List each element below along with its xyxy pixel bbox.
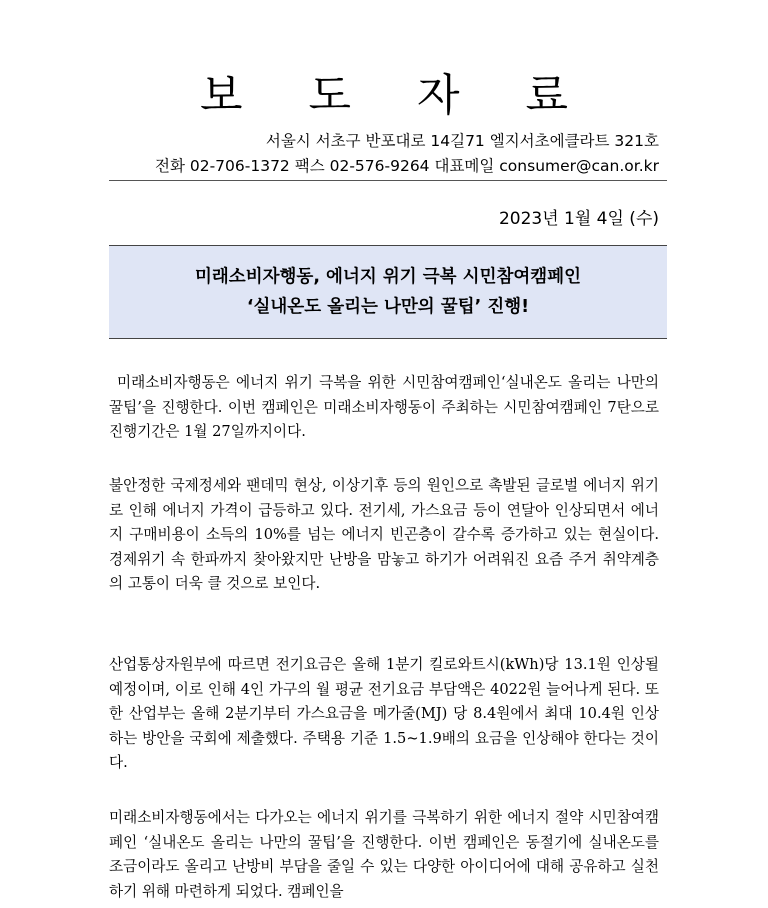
page-title: 보 도 자 료 (200, 70, 594, 121)
header-divider (109, 180, 667, 181)
headline-line-2: ‘실내온도 올리는 나만의 꿀팁’ 진행! (246, 297, 530, 317)
body-paragraph-2: 불안정한 국제정세와 팬데믹 현상, 이상기후 등의 원인으로 촉발된 글로벌 에너지 위기로 인해 에너지 가격이 급등하고 있다. 전기세, 가스요금 등이 연달아 인상되면서 에너지 구매비용이 소득의 10%를 넘는 에너지 빈곤층이 갈수록 증가하고 있는 현실이다. 경제위기 속 한파까지 찾아왔지만 난방을 맘놓고 하기가 어려워진 요즘 주거 취약계층의 고통이 더욱 클 것으로 보인다. (109, 477, 659, 592)
body-paragraph-3: 산업통상자원부에 따르면 전기요금은 올해 1분기 킬로와트시(kWh)당 13.1원 인상될 예정이며, 이로 인해 4인 가구의 월 평균 전기요금 부담액은 4022원 늘어나게 된다. 또한 산업부는 올해 2분기부터 가스요금을 메가줄(MJ) 당 8.4원에서 최대 10.4원 인상하는 방안을 국회에 제출했다. 주택용 기준 1.5~1.9배의 요금을 인상해야 한다는 것이다. (109, 656, 659, 771)
release-date: 2023년 1월 4일 (수) (498, 209, 659, 229)
headline-box (109, 245, 667, 339)
body-paragraph-1: 미래소비자행동은 에너지 위기 극복을 위한 시민참여캠페인‘실내온도 올리는 나만의 꿀팁’을 진행한다. 이번 캠페인은 미래소비자행동이 주최하는 시민참여캠페인 7탄으로 진행기간은 1월 27일까지이다. (109, 374, 659, 440)
body-paragraph-4: 미래소비자행동에서는 다가오는 에너지 위기를 극복하기 위한 에너지 절약 시민참여캠페인 ‘실내온도 올리는 나만의 꿀팁’을 진행한다. 이번 캠페인은 동절기에 실내온도를 조금이라도 올리고 난방비 부담을 줄일 수 있는 다양한 아이디어에 대해 공유하고 실천하기 위해 마련하게 되었다. 캠페인을 (109, 809, 659, 900)
organization-address: 서울시 서초구 반포대로 14길71 엘지서초에클라트 321호 (265, 132, 659, 150)
headline-line-1: 미래소비자행동, 에너지 위기 극복 시민참여캠페인 (194, 267, 582, 287)
organization-contact: 전화 02-706-1372 팩스 02-576-9264 대표메일 consumer@can.or.kr (154, 157, 659, 175)
